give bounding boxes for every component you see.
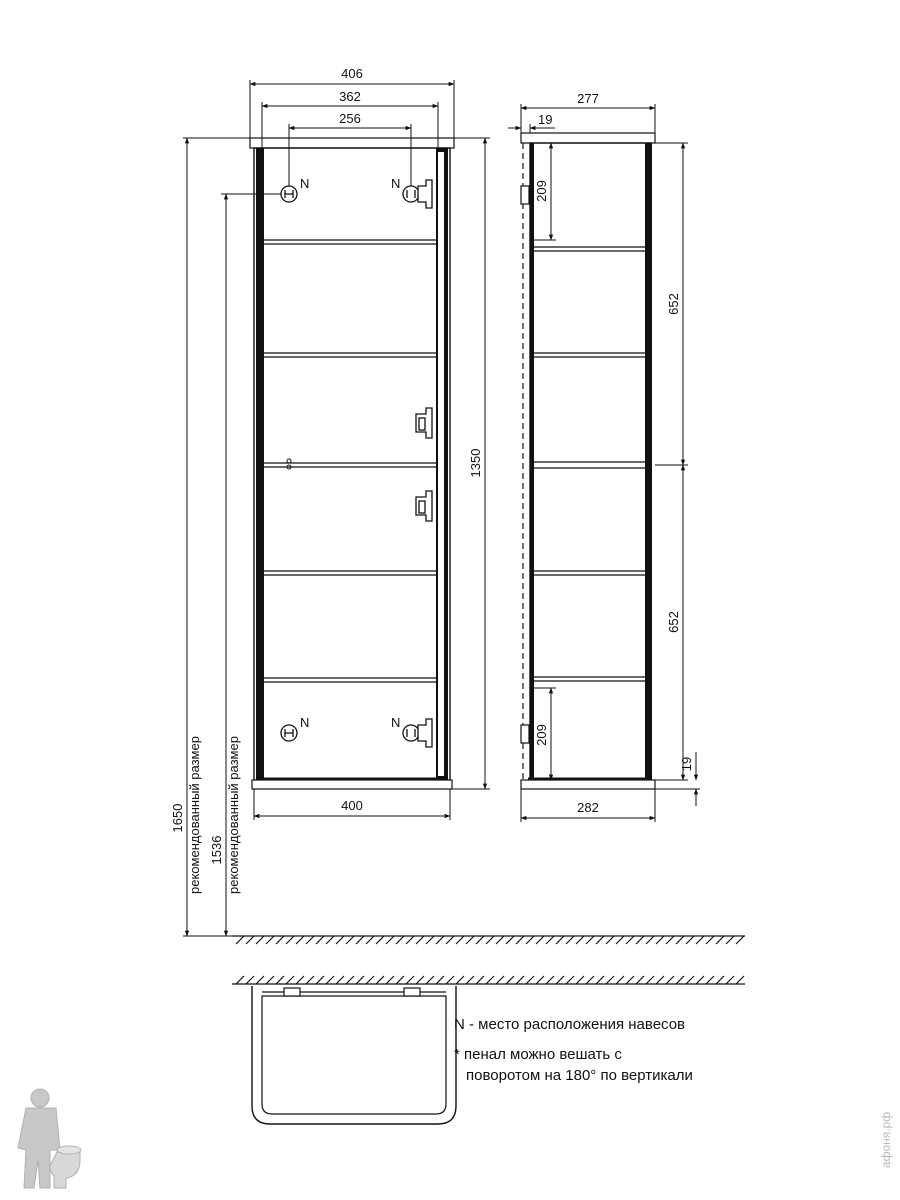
- dim-label-277: 277: [577, 91, 599, 106]
- dim-caption-1650: рекомендованный размер: [187, 736, 202, 894]
- dim-label-209-bottom: 209: [534, 724, 549, 746]
- plan-cabinet-outline: [252, 986, 456, 1124]
- front-view: [250, 138, 454, 789]
- side-hinge-top: [521, 186, 529, 204]
- dim-label-1350: 1350: [468, 448, 483, 478]
- dim-label-652-lower: 652: [666, 611, 681, 633]
- plan-cabinet-inner: [262, 996, 446, 1114]
- side-back-panel: [645, 143, 652, 780]
- front-plinth: [252, 780, 452, 789]
- side-plinth: [521, 780, 655, 789]
- side-dimensions: [508, 104, 700, 822]
- plan-bracket-left: [284, 988, 300, 996]
- hinge-marker-top-right: N: [391, 176, 401, 191]
- dim-label-209-top: 209: [534, 180, 549, 202]
- front-left-wall: [256, 148, 264, 780]
- dim-label-652-upper: 652: [666, 293, 681, 315]
- hinge-marker-bottom-left: N: [300, 715, 310, 730]
- side-shelves: [534, 247, 645, 681]
- side-top-cap: [521, 133, 655, 143]
- dim-label-1536: 1536: [209, 835, 224, 865]
- legend-rotation-note-2: поворотом на 180° по вертикали: [466, 1067, 693, 1084]
- dim-caption-1536: рекомендованный размер: [226, 736, 241, 894]
- dim-label-406: 406: [341, 66, 363, 81]
- dim-label-400: 400: [341, 798, 363, 813]
- plan-bracket-right: [404, 988, 420, 996]
- hanging-point-bottom-left: [281, 725, 297, 741]
- floor-line: [232, 936, 745, 944]
- legend-hinge-note: N - место расположения навесов: [454, 1016, 686, 1033]
- front-top-cap: [250, 138, 454, 148]
- dim-label-282: 282: [577, 800, 599, 815]
- hinge-middle-lower: [416, 491, 432, 521]
- hinge-top: [403, 180, 432, 208]
- side-front-wall: [530, 143, 534, 780]
- dim-label-256: 256: [339, 111, 361, 126]
- wall-hatch: [236, 976, 744, 984]
- plumber-logo: [18, 1089, 81, 1188]
- dim-label-362: 362: [339, 89, 361, 104]
- hinge-marker-bottom-right: N: [391, 715, 401, 730]
- hinge-marker-top-left: N: [300, 176, 310, 191]
- dim-label-19-door: 19: [538, 112, 553, 127]
- dim-label-1650: 1650: [170, 803, 185, 833]
- hinge-middle-upper: [416, 408, 432, 438]
- watermark-text: афоня.рф: [879, 1111, 893, 1169]
- front-shelves: [264, 240, 436, 682]
- hanging-point-top-left: [281, 186, 297, 202]
- side-hinge-bottom: [521, 725, 529, 743]
- legend-rotation-note-1: * пенал можно вешать с: [454, 1046, 622, 1063]
- dim-label-19-plinth: 19: [679, 756, 694, 772]
- hinge-bottom: [403, 719, 432, 747]
- front-body-outline: [254, 148, 450, 780]
- side-view: [521, 133, 655, 789]
